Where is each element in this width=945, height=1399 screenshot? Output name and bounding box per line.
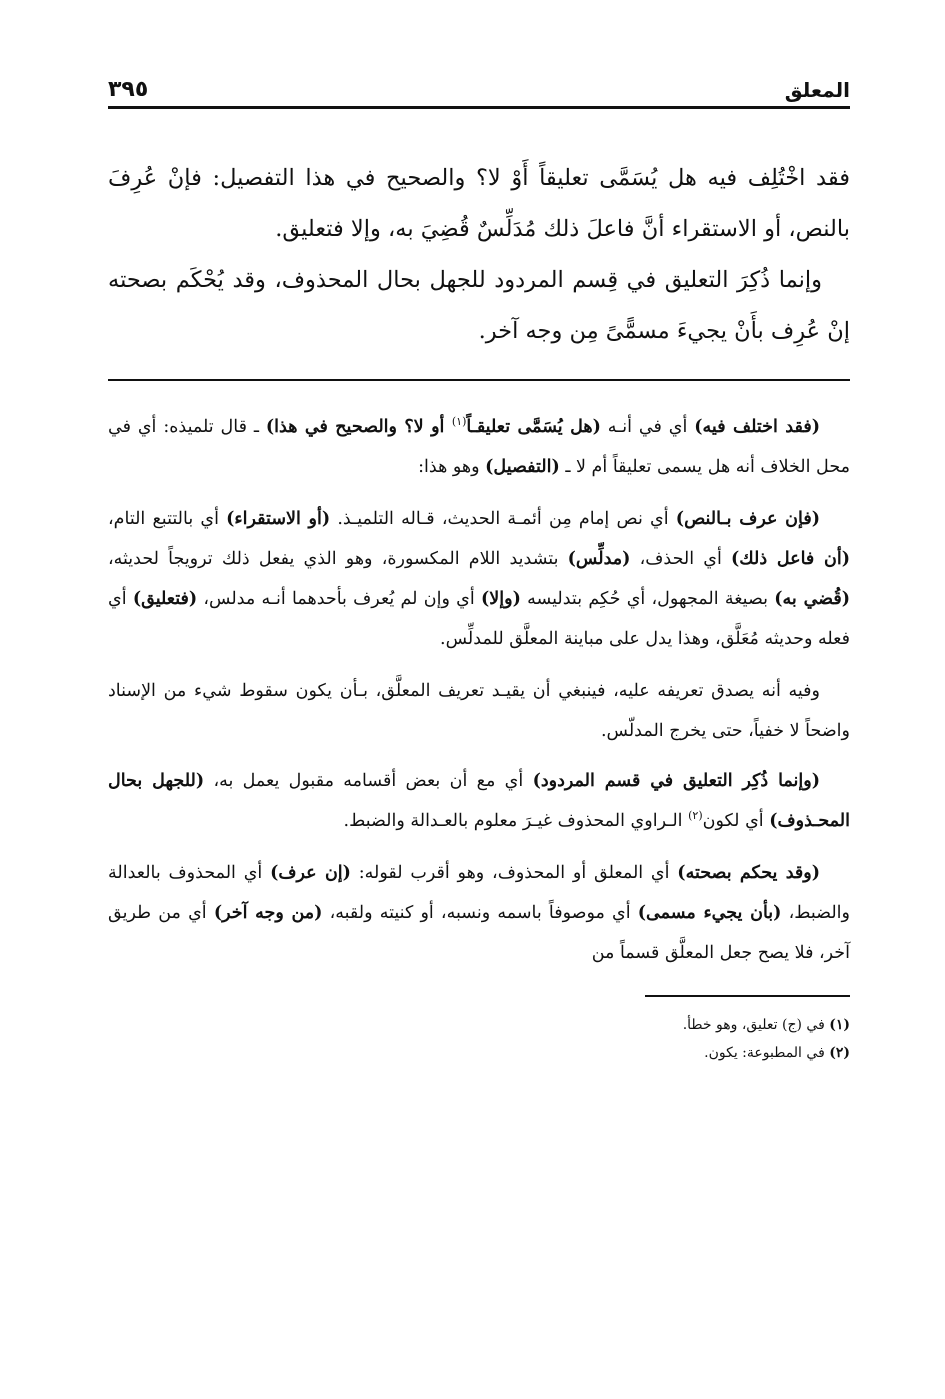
commentary-text-span: بصيغة المجهول، أي حُكِم بتدليسه	[520, 589, 775, 609]
quoted-matn: (من وجه آخر)	[213, 903, 323, 923]
quoted-matn: (وإنما ذُكِر التعليق في قسم المردود)	[532, 771, 820, 791]
book-page	[108, 58, 850, 1067]
quoted-matn: (وقد يحكم بصحته)	[677, 863, 821, 883]
commentary-paragraph-5	[108, 853, 850, 973]
quoted-matn: (مدلِّس)	[567, 549, 631, 569]
quoted-matn: (وإلا)	[481, 589, 521, 609]
footnote-number: (٢)	[829, 1045, 850, 1061]
footnote-1	[108, 1011, 850, 1039]
footnotes	[108, 1011, 850, 1067]
commentary-text-span: الـراوي المحذوف غيـرَ معلوم بالعـدالة والضبط.	[343, 811, 689, 831]
commentary-text-span: أي المعلق أو المحذوف، وهو أقرب لقوله:	[350, 863, 678, 883]
page-number: ٣٩٥	[108, 77, 149, 102]
header-rule	[108, 106, 850, 109]
footnote-ref-2: (٢)	[688, 809, 703, 823]
quoted-matn: (فقد اختلف فيه)	[694, 417, 820, 437]
quoted-matn: (فتعليق)	[132, 589, 198, 609]
commentary-text-span: أي وإن لم يُعرف بأحدهما أنـه مدلس،	[197, 589, 481, 609]
commentary-text-span: أي نص إمام مِن أئمـة الحديث، قـاله التلميـذ.	[330, 509, 676, 529]
commentary-text-span: أي موصوفاً باسمه ونسبه، أو كنيته ولقبه،	[322, 903, 638, 923]
footnote-number: (١)	[829, 1017, 850, 1033]
commentary-text	[108, 407, 850, 973]
commentary-paragraph-4	[108, 761, 850, 841]
footnote-2	[108, 1039, 850, 1067]
commentary-text-span: وهو هذا:	[418, 457, 486, 477]
commentary-text-span: أي في أنـه	[600, 417, 695, 437]
quoted-matn: (هل يُسَمَّى تعليقـاً	[466, 417, 601, 437]
footnote-text: في المطبوعة: يكون.	[704, 1045, 830, 1061]
running-title: المعلق	[784, 78, 850, 102]
footnote-rule	[645, 995, 850, 997]
commentary-text-span: أي الحذف،	[630, 549, 732, 569]
quoted-matn: (إن عرف)	[270, 863, 351, 883]
quoted-matn: (بأن يجيء مسمى)	[637, 903, 782, 923]
quoted-matn: (قُضي به)	[774, 589, 850, 609]
commentary-text-span: بتشديد اللام المكسورة، وهو الذي يفعل ذلك ترويجاً لحديثه،	[108, 549, 568, 569]
matn-paragraph-1: فقد اخْتُلِف فيه هل يُسَمَّى تعليقاً أَوْ لا؟ والصحيح في هذا التفصيل: فإنْ عُرِفَ بالنص، أو الاستقراء أنَّ فاعلَ ذلك مُدَلِّسٌ قُضِيَ به، وإلا فتعليق.	[108, 165, 850, 242]
commentary-text-span: أي المحذوف بالعدالة والضبط،	[108, 863, 850, 923]
quoted-matn: (أو الاستقراء)	[226, 509, 331, 529]
quoted-matn: (فإن عرف بـالنص)	[675, 509, 820, 529]
commentary-text-span: ـ قال تلميذه: أي في محل الخلاف أنه هل يسمى تعليقاً أم لا ـ	[108, 417, 850, 477]
quoted-matn: (أن فاعل ذلك)	[731, 549, 851, 569]
commentary-paragraph-1	[108, 407, 850, 487]
commentary-text-span: أي لكون	[702, 811, 770, 831]
footnote-ref-1: (١)	[451, 415, 467, 429]
quoted-matn: (التفصيل)	[485, 457, 560, 477]
commentary-text-span: أي مع أن بعض أقسامه مقبول يعمل به،	[204, 771, 533, 791]
commentary-paragraph-2	[108, 499, 850, 659]
quoted-matn: (للجهل بحال المحـذوف)	[108, 771, 850, 831]
page-header	[108, 58, 850, 102]
matn-commentary-divider	[108, 379, 850, 381]
commentary-paragraph-3: وفيه أنه يصدق تعريفه عليه، فينبغي أن يقيـد تعريف المعلَّق، بـأن يكون سقوط شيء من الإسناد واضحاً لا خفياً، حتى يخرج المدلّس.	[108, 681, 850, 741]
footnote-text: في (ج) تعليق، وهو خطأ.	[682, 1017, 830, 1033]
commentary-text-span: أي من طريق آخر، فلا يصح جعل المعلَّق قسماً من	[108, 903, 850, 963]
matn-paragraph-2: وإنما ذُكِرَ التعليق في قِسم المردود للجهل بحال المحذوف، وقد يُحْكَم بصحته إنْ عُرِف بأَنْ يجيءَ مسمًّىً مِن وجه آخر.	[108, 267, 850, 344]
quoted-matn: أو لا؟ والصحيح في هذا)	[265, 417, 452, 437]
commentary-text-span: أي بالتتبع التام،	[108, 509, 227, 529]
matn-text	[108, 153, 850, 357]
commentary-text-span: أي فعله وحديثه مُعَلَّق، وهذا يدل على مباينة المعلَّق للمدلِّس.	[108, 589, 850, 649]
